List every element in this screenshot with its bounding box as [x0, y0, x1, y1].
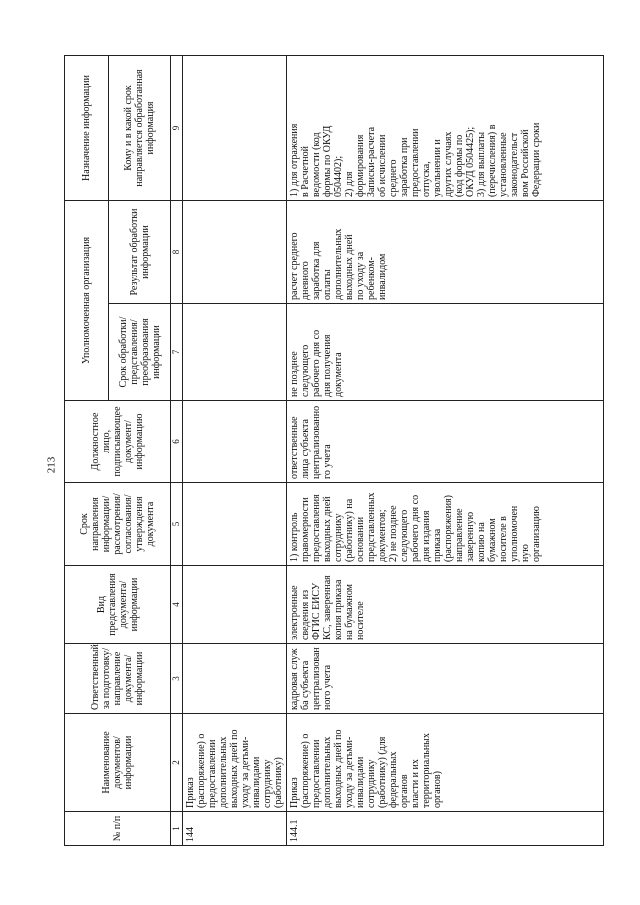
row-signer: ответственные лица субъекта централизованно го учета	[287, 401, 604, 483]
row-responsible	[183, 644, 287, 714]
header-signer: Должностное лицо, подписывающее документ/ информацию	[65, 401, 171, 483]
table-row	[287, 55, 604, 845]
column-number: 5	[171, 483, 183, 566]
row-form	[183, 566, 287, 644]
header-deadline: Срок направления информации/ рассмотрения/ согласования/ утверждения документа	[65, 483, 171, 566]
header-number: № п/п	[65, 812, 171, 846]
document-table	[64, 55, 604, 846]
row-recipient: 1) для отражения в Расчетной ведомости (код формы по ОКУД 0504402); 2) для формирования Записки-расчета об исчислении среднего заработка при предоставлении отпуска, увольнении и других случаях (код формы по ОКУД 0504425); 3) для выплаты (перечисления) в установленные законодательст вом Российской Федерации сроки	[287, 55, 604, 200]
column-number: 9	[171, 55, 183, 200]
header-group-purpose: Назначение информации	[65, 55, 109, 200]
row-result: расчет среднего дневного заработка для оплаты дополнительных выходных дней по уходу за ребенком- инвалидом	[287, 200, 604, 303]
header-document-name: Наименование документов/ информации	[65, 714, 171, 812]
rotated-table-sheet	[64, 56, 604, 846]
row-deadline: 1) контроль правомерности предоставления выходных дней сотруднику (работнику) на основании представленных документов; 2) не позднее следующего рабочего дня со дня издания приказа (распоряжения) направление заверенную копию на бумажном носителе в уполномочен ную организацию	[287, 483, 604, 566]
row-result	[183, 200, 287, 303]
header-result: Результат обработки информации	[109, 200, 171, 303]
row-processing-time	[183, 304, 287, 401]
column-number-row	[171, 55, 183, 845]
row-deadline	[183, 483, 287, 566]
table-row	[183, 55, 287, 845]
row-processing-time: не позднее следующего рабочего дня со дня получения документа	[287, 304, 604, 401]
header-form: Вид представления документа/ информации	[65, 566, 171, 644]
column-number: 4	[171, 566, 183, 644]
header-processing-time: Срок обработки/ представления/ преобразования информации	[109, 304, 171, 401]
column-number: 7	[171, 304, 183, 401]
row-responsible: кадровая служ ба субъекта централизован ного учета	[287, 644, 604, 714]
row-number: 144	[183, 812, 287, 846]
row-document-name: Приказ (распоряжение) о предоставлении дополнительных выходных дней по уходу за детьми- инвалидами сотруднику (работнику)	[183, 714, 287, 812]
header-group-authorized: Уполномоченная организация	[65, 200, 109, 400]
column-number: 3	[171, 644, 183, 714]
column-number: 8	[171, 200, 183, 303]
row-recipient	[183, 55, 287, 200]
column-number: 2	[171, 714, 183, 812]
row-signer	[183, 401, 287, 483]
header-responsible: Ответственный за подготовку/ направление документа/ информации	[65, 644, 171, 714]
column-number: 6	[171, 401, 183, 483]
column-number: 1	[171, 812, 183, 846]
row-form: электронные сведения из ФГИС ЕИСУ КС, заверенная копия приказа на бумажном носителе	[287, 566, 604, 644]
header-recipient: Кому и в какой срок направляется обработанная информация	[109, 55, 171, 200]
row-document-name: Приказ (распоряжение) о предоставлении дополнительных выходных дней по уходу за детьми- инвалидами сотруднику (работнику) (для федеральных органов власти и их территориальных органов)	[287, 714, 604, 812]
row-number: 144.1	[287, 812, 604, 846]
page-number: 213	[45, 456, 57, 474]
